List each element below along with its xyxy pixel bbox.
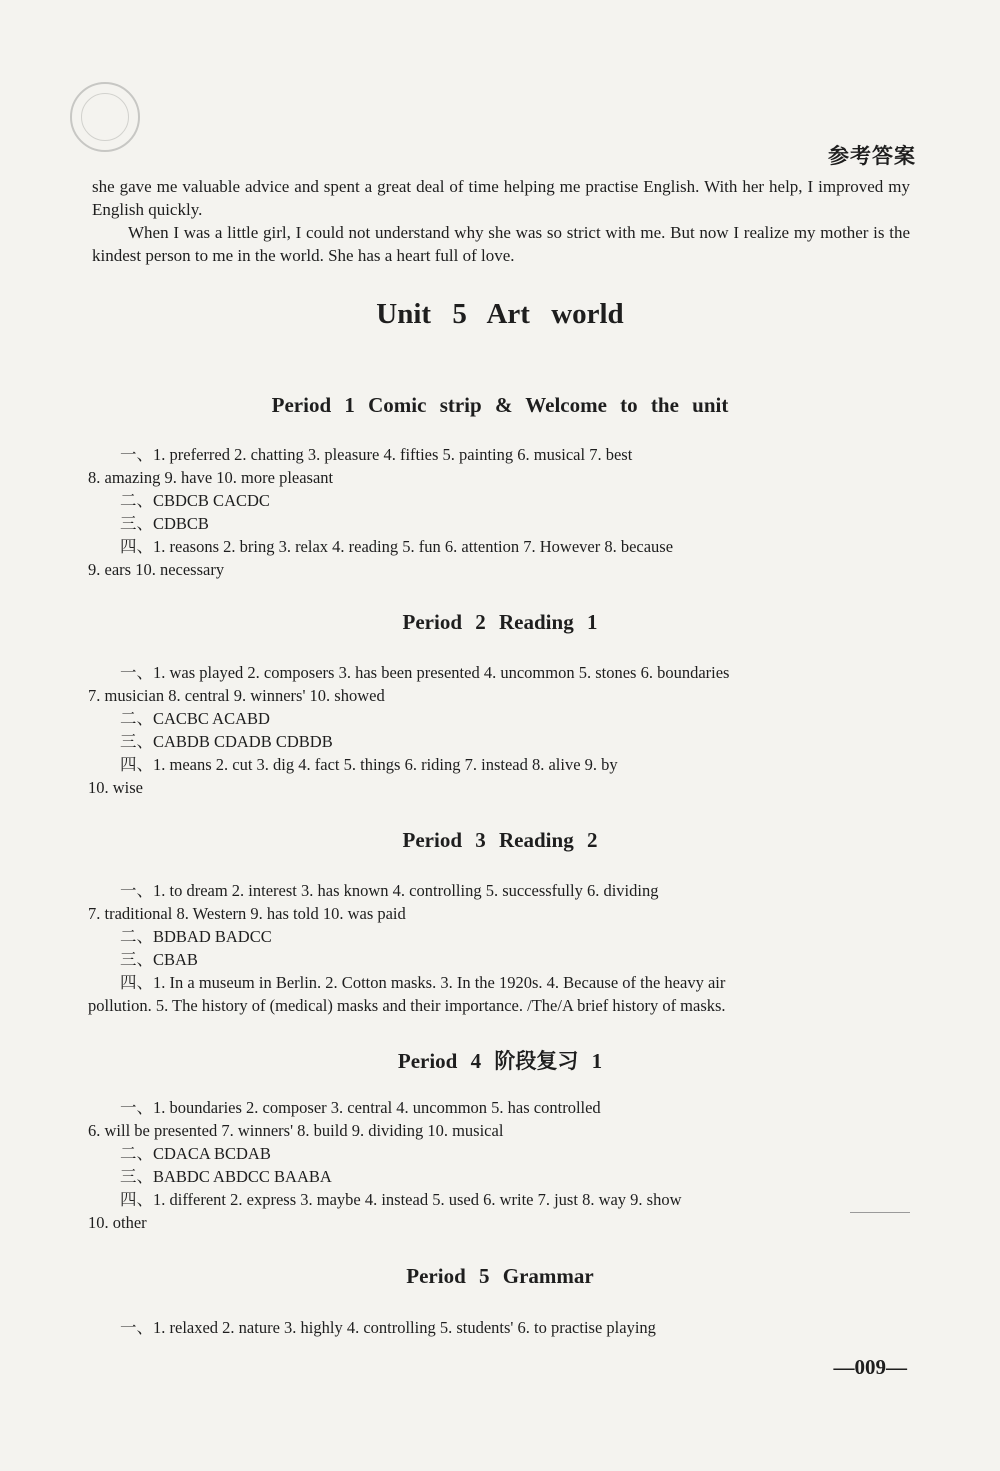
answer-line: 三、BABDC ABDCC BAABA [120, 1167, 332, 1186]
answer-line: 四、1. reasons 2. bring 3. relax 4. reading 5. fun 6. attention 7. However 8. because [120, 537, 674, 556]
answer-line: 二、CBDCB CACDC [120, 491, 270, 510]
period-2-title: Period 2 Reading 1 [402, 610, 598, 634]
answer-line: 四、1. means 2. cut 3. dig 4. fact 5. things 6. riding 7. instead 8. alive 9. by [120, 755, 618, 774]
answer-line: 三、CABDB CDADB CDBDB [120, 732, 333, 751]
answer-line: 7. musician 8. central 9. winners' 10. showed [88, 686, 385, 705]
answer-line: 四、1. different 2. express 3. maybe 4. instead 5. used 6. write 7. just 8. way 9. show [120, 1190, 682, 1209]
answer-line: 7. traditional 8. Western 9. has told 10. was paid [88, 904, 406, 923]
answer-line: 8. amazing 9. have 10. more pleasant [88, 468, 334, 487]
stamp-seal [70, 82, 140, 152]
header-tag: 参考答案 [828, 144, 916, 168]
period-1-answers [88, 443, 908, 581]
stamp-seal-inner [81, 93, 129, 141]
period-4-title: Period 4 阶段复习 1 [397, 1049, 603, 1073]
intro-text [92, 175, 910, 267]
answer-line: pollution. 5. The history of (medical) masks and their importance. /The/A brief history of masks. [88, 996, 726, 1015]
answer-line: 二、CDACA BCDAB [120, 1144, 271, 1163]
answer-line: 6. will be presented 7. winners' 8. build 9. dividing 10. musical [88, 1121, 504, 1140]
watermark-logo [720, 1400, 970, 1460]
period-3-answers [88, 879, 908, 1017]
divider-rule [850, 1212, 910, 1213]
answer-line: 一、1. relaxed 2. nature 3. highly 4. controlling 5. students' 6. to practise playing [120, 1318, 656, 1337]
intro-paragraph-2: When I was a little girl, I could not understand why she was so strict with me. But now I realize my mother is the kindest person to me in the world. She has a heart full of love. [92, 223, 910, 265]
answer-line: 三、CDBCB [120, 514, 209, 533]
answer-line: 一、1. preferred 2. chatting 3. pleasure 4. fifties 5. painting 6. musical 7. best [120, 445, 633, 464]
answer-line: 9. ears 10. necessary [88, 560, 225, 579]
answer-line: 三、CBAB [120, 950, 198, 969]
answer-line: 二、CACBC ACABD [120, 709, 270, 728]
period-5-answers [88, 1316, 908, 1339]
period-4-answers [88, 1096, 908, 1234]
period-2-answers [88, 661, 908, 799]
answer-line: 一、1. to dream 2. interest 3. has known 4. controlling 5. successfully 6. dividing [120, 881, 659, 900]
period-3-title: Period 3 Reading 2 [402, 828, 598, 852]
period-1-title: Period 1 Comic strip & Welcome to the unit [271, 393, 729, 417]
answer-line: 二、BDBAD BADCC [120, 927, 272, 946]
answer-line: 10. other [88, 1213, 147, 1232]
intro-paragraph-1: she gave me valuable advice and spent a great deal of time helping me practise English. With her help, I improved my English quickly. [92, 177, 910, 219]
unit-title: Unit 5 Art world [376, 298, 624, 330]
answer-line: 10. wise [88, 778, 143, 797]
period-5-title: Period 5 Grammar [406, 1264, 594, 1288]
answer-line: 四、1. In a museum in Berlin. 2. Cotton masks. 3. In the 1920s. 4. Because of the heavy air [120, 973, 726, 992]
page-number: —009— [833, 1355, 907, 1379]
answer-line: 一、1. boundaries 2. composer 3. central 4. uncommon 5. has controlled [120, 1098, 601, 1117]
answer-line: 一、1. was played 2. composers 3. has been presented 4. uncommon 5. stones 6. boundaries [120, 663, 730, 682]
